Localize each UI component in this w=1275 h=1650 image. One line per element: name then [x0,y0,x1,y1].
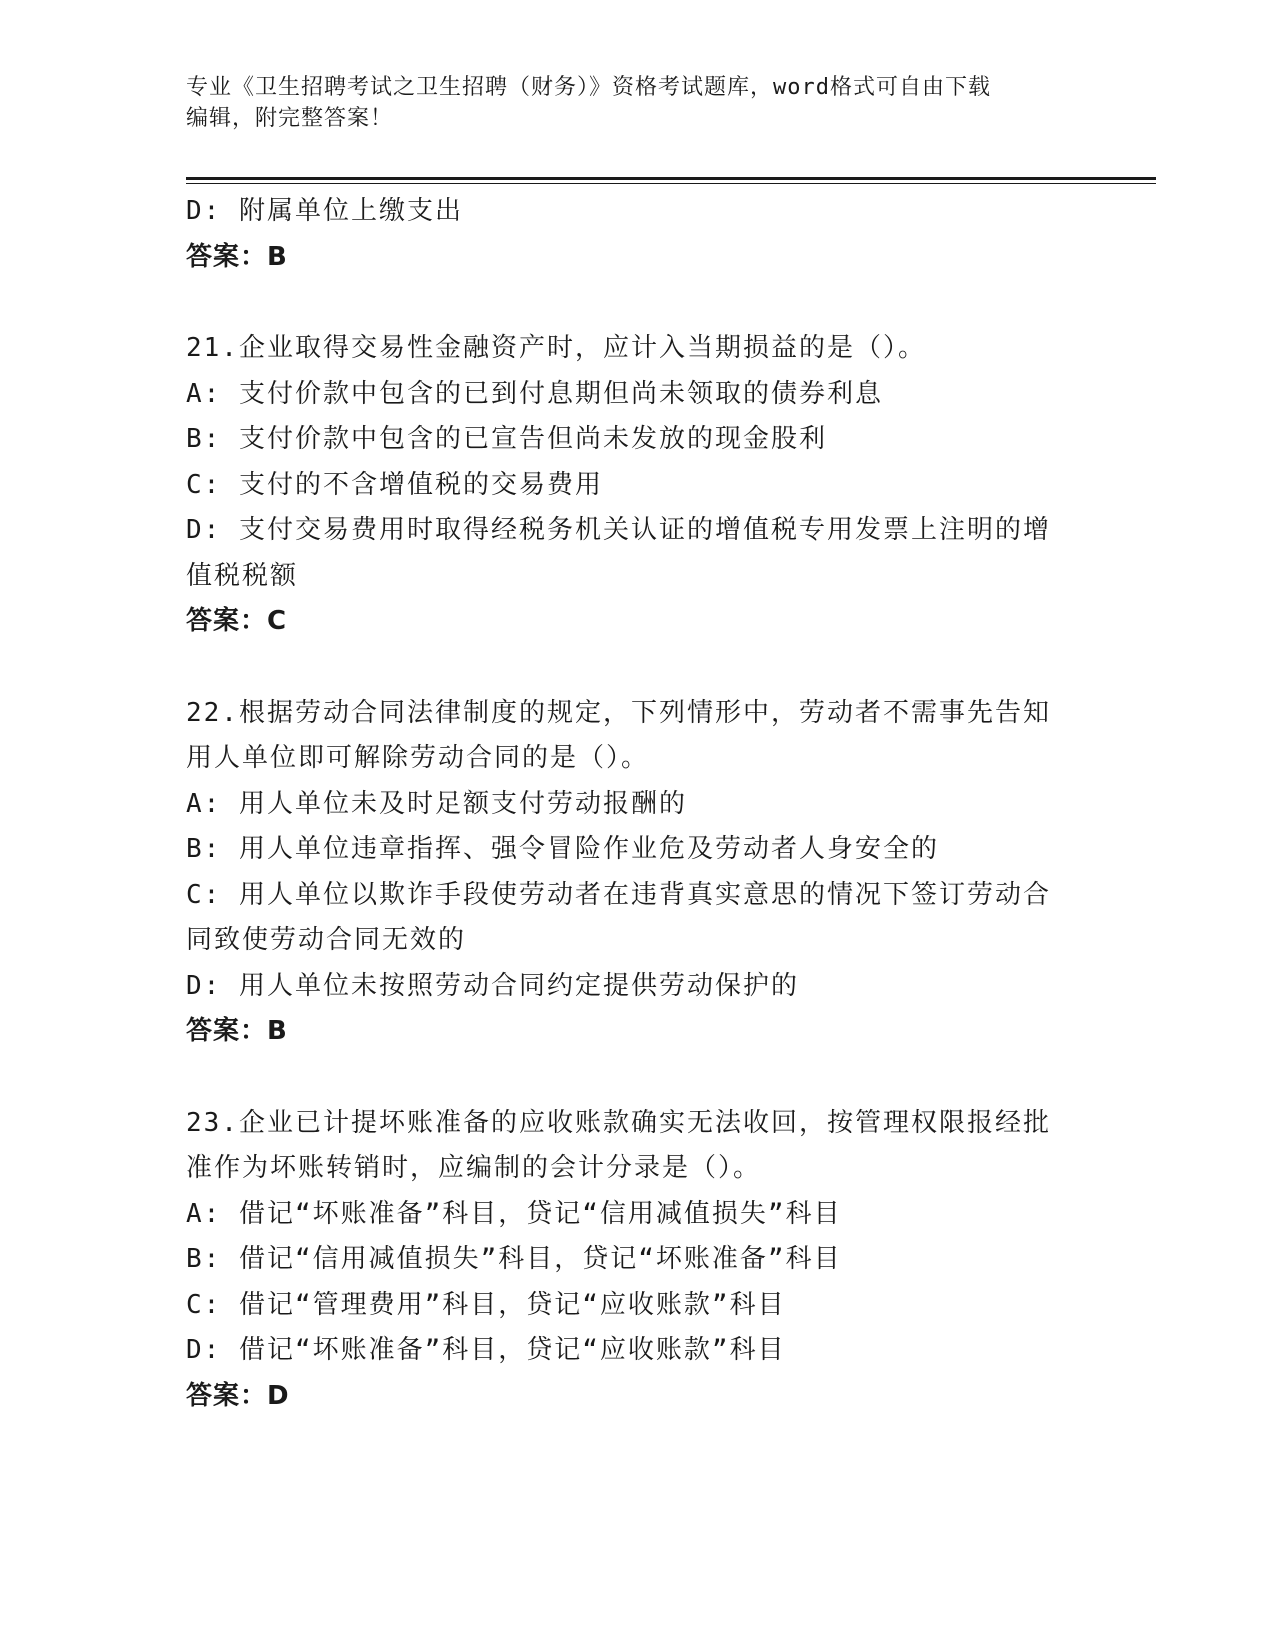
prev-answer: 答案：B [186,241,288,272]
question-22 [186,691,1076,1055]
answer: 答案：B [186,1016,288,1046]
option-c: C: 用人单位以欺诈手段使劳动者在违背真实意思的情况下签订劳动合同致使劳动合同无效的 [186,879,1051,955]
option-a: A: 借记“坏账准备”科目，贷记“信用减值损失”科目 [186,1198,842,1229]
header-rule-thick [186,177,1156,180]
option-d: D: 借记“坏账准备”科目，贷记“应收账款”科目 [186,1335,786,1365]
question-stem: 22.根据劳动合同法律制度的规定，下列情形中，劳动者不需事先告知用人单位即可解除劳动合同的是（）。 [186,697,1051,773]
answer: 答案：D [186,1380,290,1411]
question-stem: 21.企业取得交易性金融资产时，应计入当期损益的是（）。 [186,333,926,363]
question-list [186,189,1076,1419]
question-stem: 23.企业已计提坏账准备的应收账款确实无法收回，按管理权限报经批准作为坏账转销时，应编制的会计分录是（）。 [186,1107,1051,1183]
option-a: A: 支付价款中包含的已到付息期但尚未领取的债券利息 [186,378,883,409]
option-a: A: 用人单位未及时足额支付劳动报酬的 [186,788,687,819]
option-b: B: 支付价款中包含的已宣告但尚未发放的现金股利 [186,424,827,454]
option-b: B: 用人单位违章指挥、强令冒险作业危及劳动者人身安全的 [186,834,939,864]
answer: 答案：C [186,606,288,636]
header-line-1: 专业《卫生招聘考试之卫生招聘（财务）》资格考试题库，word格式可自由下载 [186,75,991,100]
option-c: C: 支付的不含增值税的交易费用 [186,469,603,500]
header-rule-thin [186,183,1156,184]
header-line-2: 编辑，附完整答案！ [186,106,394,131]
question-23 [186,1101,1076,1420]
prev-option-d: D: 附属单位上缴支出 [186,196,463,226]
option-d: D: 支付交易费用时取得经税务机关认证的增值税专用发票上注明的增值税税额 [186,515,1051,591]
option-b: B: 借记“信用减值损失”科目，贷记“坏账准备”科目 [186,1244,842,1274]
document-header [186,72,1066,134]
question-21 [186,326,1076,645]
option-c: C: 借记“管理费用”科目，贷记“应收账款”科目 [186,1289,786,1320]
option-d: D: 用人单位未按照劳动合同约定提供劳动保护的 [186,970,799,1001]
